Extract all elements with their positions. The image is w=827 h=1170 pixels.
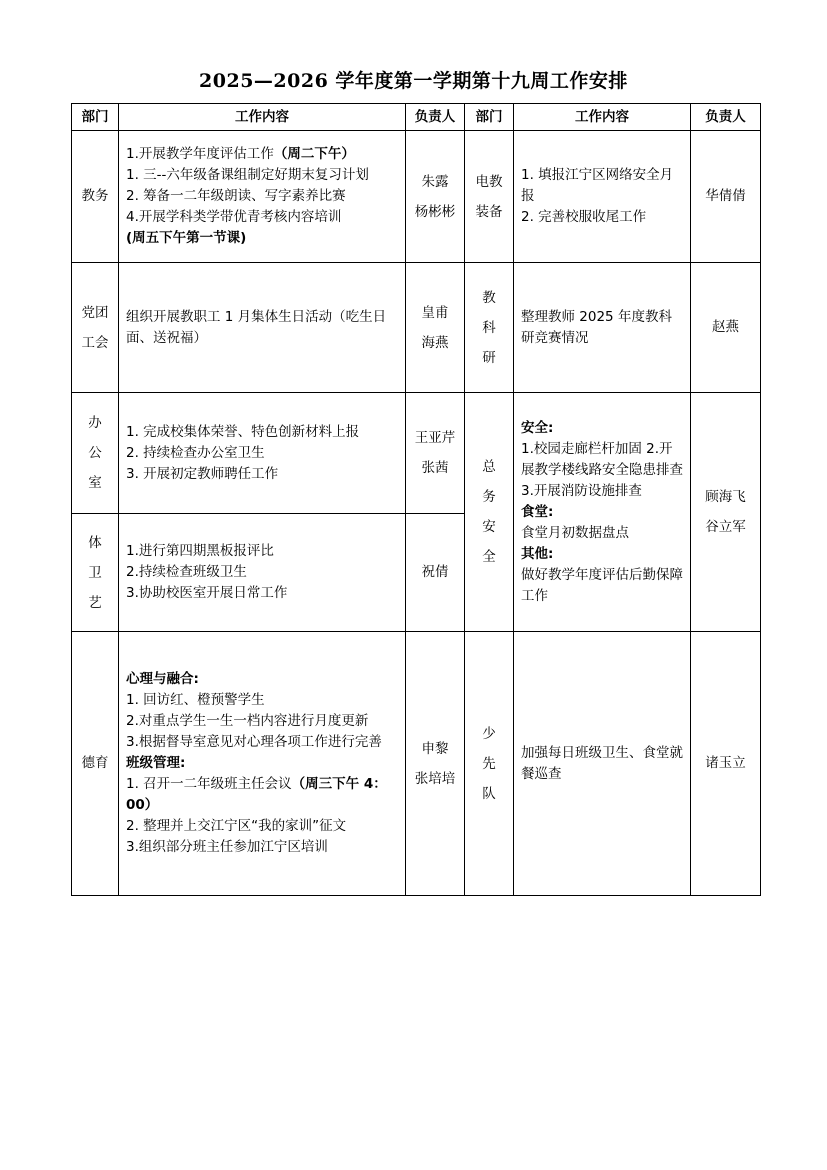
owner-bangongshi: 王亚芹 张茜: [406, 393, 465, 514]
dept-dianjiao: 电教 装备: [465, 131, 514, 263]
row-dangtuan: [72, 263, 761, 393]
list-item: 1.进行第四期黑板报评比: [126, 543, 274, 559]
owner-shaoxiandui: 诸玉立: [691, 632, 761, 896]
owner-zongwu: 顾海飞 谷立军: [691, 393, 761, 632]
owner-jiaowu: 朱露 杨彬彬: [406, 131, 465, 263]
work-dianjiao: [514, 131, 691, 263]
dept-deyu: 德育: [72, 632, 119, 896]
list-item: 1. 完成校集体荣誉、特色创新材料上报: [126, 423, 360, 440]
owner-dangtuan: 皇甫 海燕: [406, 263, 465, 393]
list-item: 3.协助校医室开展日常工作: [126, 585, 288, 601]
dept-jiaokeyan: 教 科 研: [465, 263, 514, 393]
owner-jiaokeyan: 赵燕: [691, 263, 761, 393]
section-label: 班级管理:: [126, 755, 186, 771]
header-owner: 负责人: [406, 104, 465, 131]
list-item: 3.根据督导室意见对心理各项工作进行完善: [126, 734, 382, 750]
section-label: 其他:: [521, 545, 554, 562]
list-item: 1. 召开一二年级班主任会议（周三下午 4：00）: [126, 776, 387, 813]
dept-jiaowu: 教务: [72, 131, 119, 263]
list-item: 3.开展消防设施排查: [521, 482, 642, 499]
list-item: 1. 回访红、橙预警学生: [126, 692, 265, 708]
list-item: 2. 筹备一二年级朗读、写字素养比赛: [126, 188, 346, 204]
list-item: 1.校园走廊栏杆加固 2.开展教学楼线路安全隐患排查: [521, 440, 683, 478]
list-item: 4.开展学科类学带优青考核内容培训: [126, 209, 342, 225]
work-tiweiyi: [119, 514, 406, 632]
page-title: 2025—2026 学年度第一学期第十九周工作安排: [199, 70, 628, 92]
work-jiaokeyan: 整理教师 2025 年度教科研竞赛情况: [514, 263, 691, 393]
list-item: (周五下午第一节课): [126, 230, 247, 246]
list-item: 2. 整理并上交江宁区“我的家训”征文: [126, 818, 347, 834]
list-item: 2.持续检查班级卫生: [126, 564, 247, 580]
header-content-2: 工作内容: [514, 104, 691, 131]
header-owner-2: 负责人: [691, 104, 761, 131]
row-bangongshi: [72, 393, 761, 514]
list-item: 1. 三--六年级备课组制定好期末复习计划: [126, 167, 369, 183]
dept-bangongshi: 办 公 室: [72, 393, 119, 514]
owner-dianjiao: 华倩倩: [691, 131, 761, 263]
list-item: 1. 填报江宁区网络安全月报: [521, 167, 674, 204]
list-item: 3. 开展初定教师聘任工作: [126, 465, 279, 482]
header-dept: 部门: [72, 104, 119, 131]
work-shaoxiandui: 加强每日班级卫生、食堂就餐巡查: [514, 632, 691, 896]
section-label: 安全:: [521, 419, 554, 436]
section-label: 心理与融合:: [126, 671, 199, 687]
dept-zongwu: 总 务 安 全: [465, 393, 514, 632]
list-item: 2. 完善校服收尾工作: [521, 209, 647, 225]
list-item: 2. 持续检查办公室卫生: [126, 444, 265, 461]
work-deyu: [119, 632, 406, 896]
work-zongwu: [514, 393, 691, 632]
header-row: [72, 104, 761, 131]
dept-shaoxiandui: 少 先 队: [465, 632, 514, 896]
section-label: 食堂:: [521, 503, 554, 520]
header-content: 工作内容: [119, 104, 406, 131]
list-item: 3.组织部分班主任参加江宁区培训: [126, 839, 328, 855]
schedule-table: [71, 103, 761, 896]
row-deyu: [72, 632, 761, 896]
dept-tiweiyi: 体 卫 艺: [72, 514, 119, 632]
work-dangtuan: 组织开展教职工 1 月集体生日活动（吃生日面、送祝福）: [119, 263, 406, 393]
owner-deyu: 申黎 张培培: [406, 632, 465, 896]
work-jiaowu: [119, 131, 406, 263]
list-item: 2.对重点学生一生一档内容进行月度更新: [126, 713, 369, 729]
row-jiaowu: [72, 131, 761, 263]
list-item: 1.开展教学年度评估工作（周二下午）: [126, 146, 355, 162]
header-dept-2: 部门: [465, 104, 514, 131]
work-bangongshi: [119, 393, 406, 514]
owner-tiweiyi: 祝倩: [406, 514, 465, 632]
list-item: 食堂月初数据盘点: [521, 524, 629, 541]
list-item: 做好教学年度评估后勤保障工作: [521, 566, 683, 604]
dept-dangtuan: 党团 工会: [72, 263, 119, 393]
